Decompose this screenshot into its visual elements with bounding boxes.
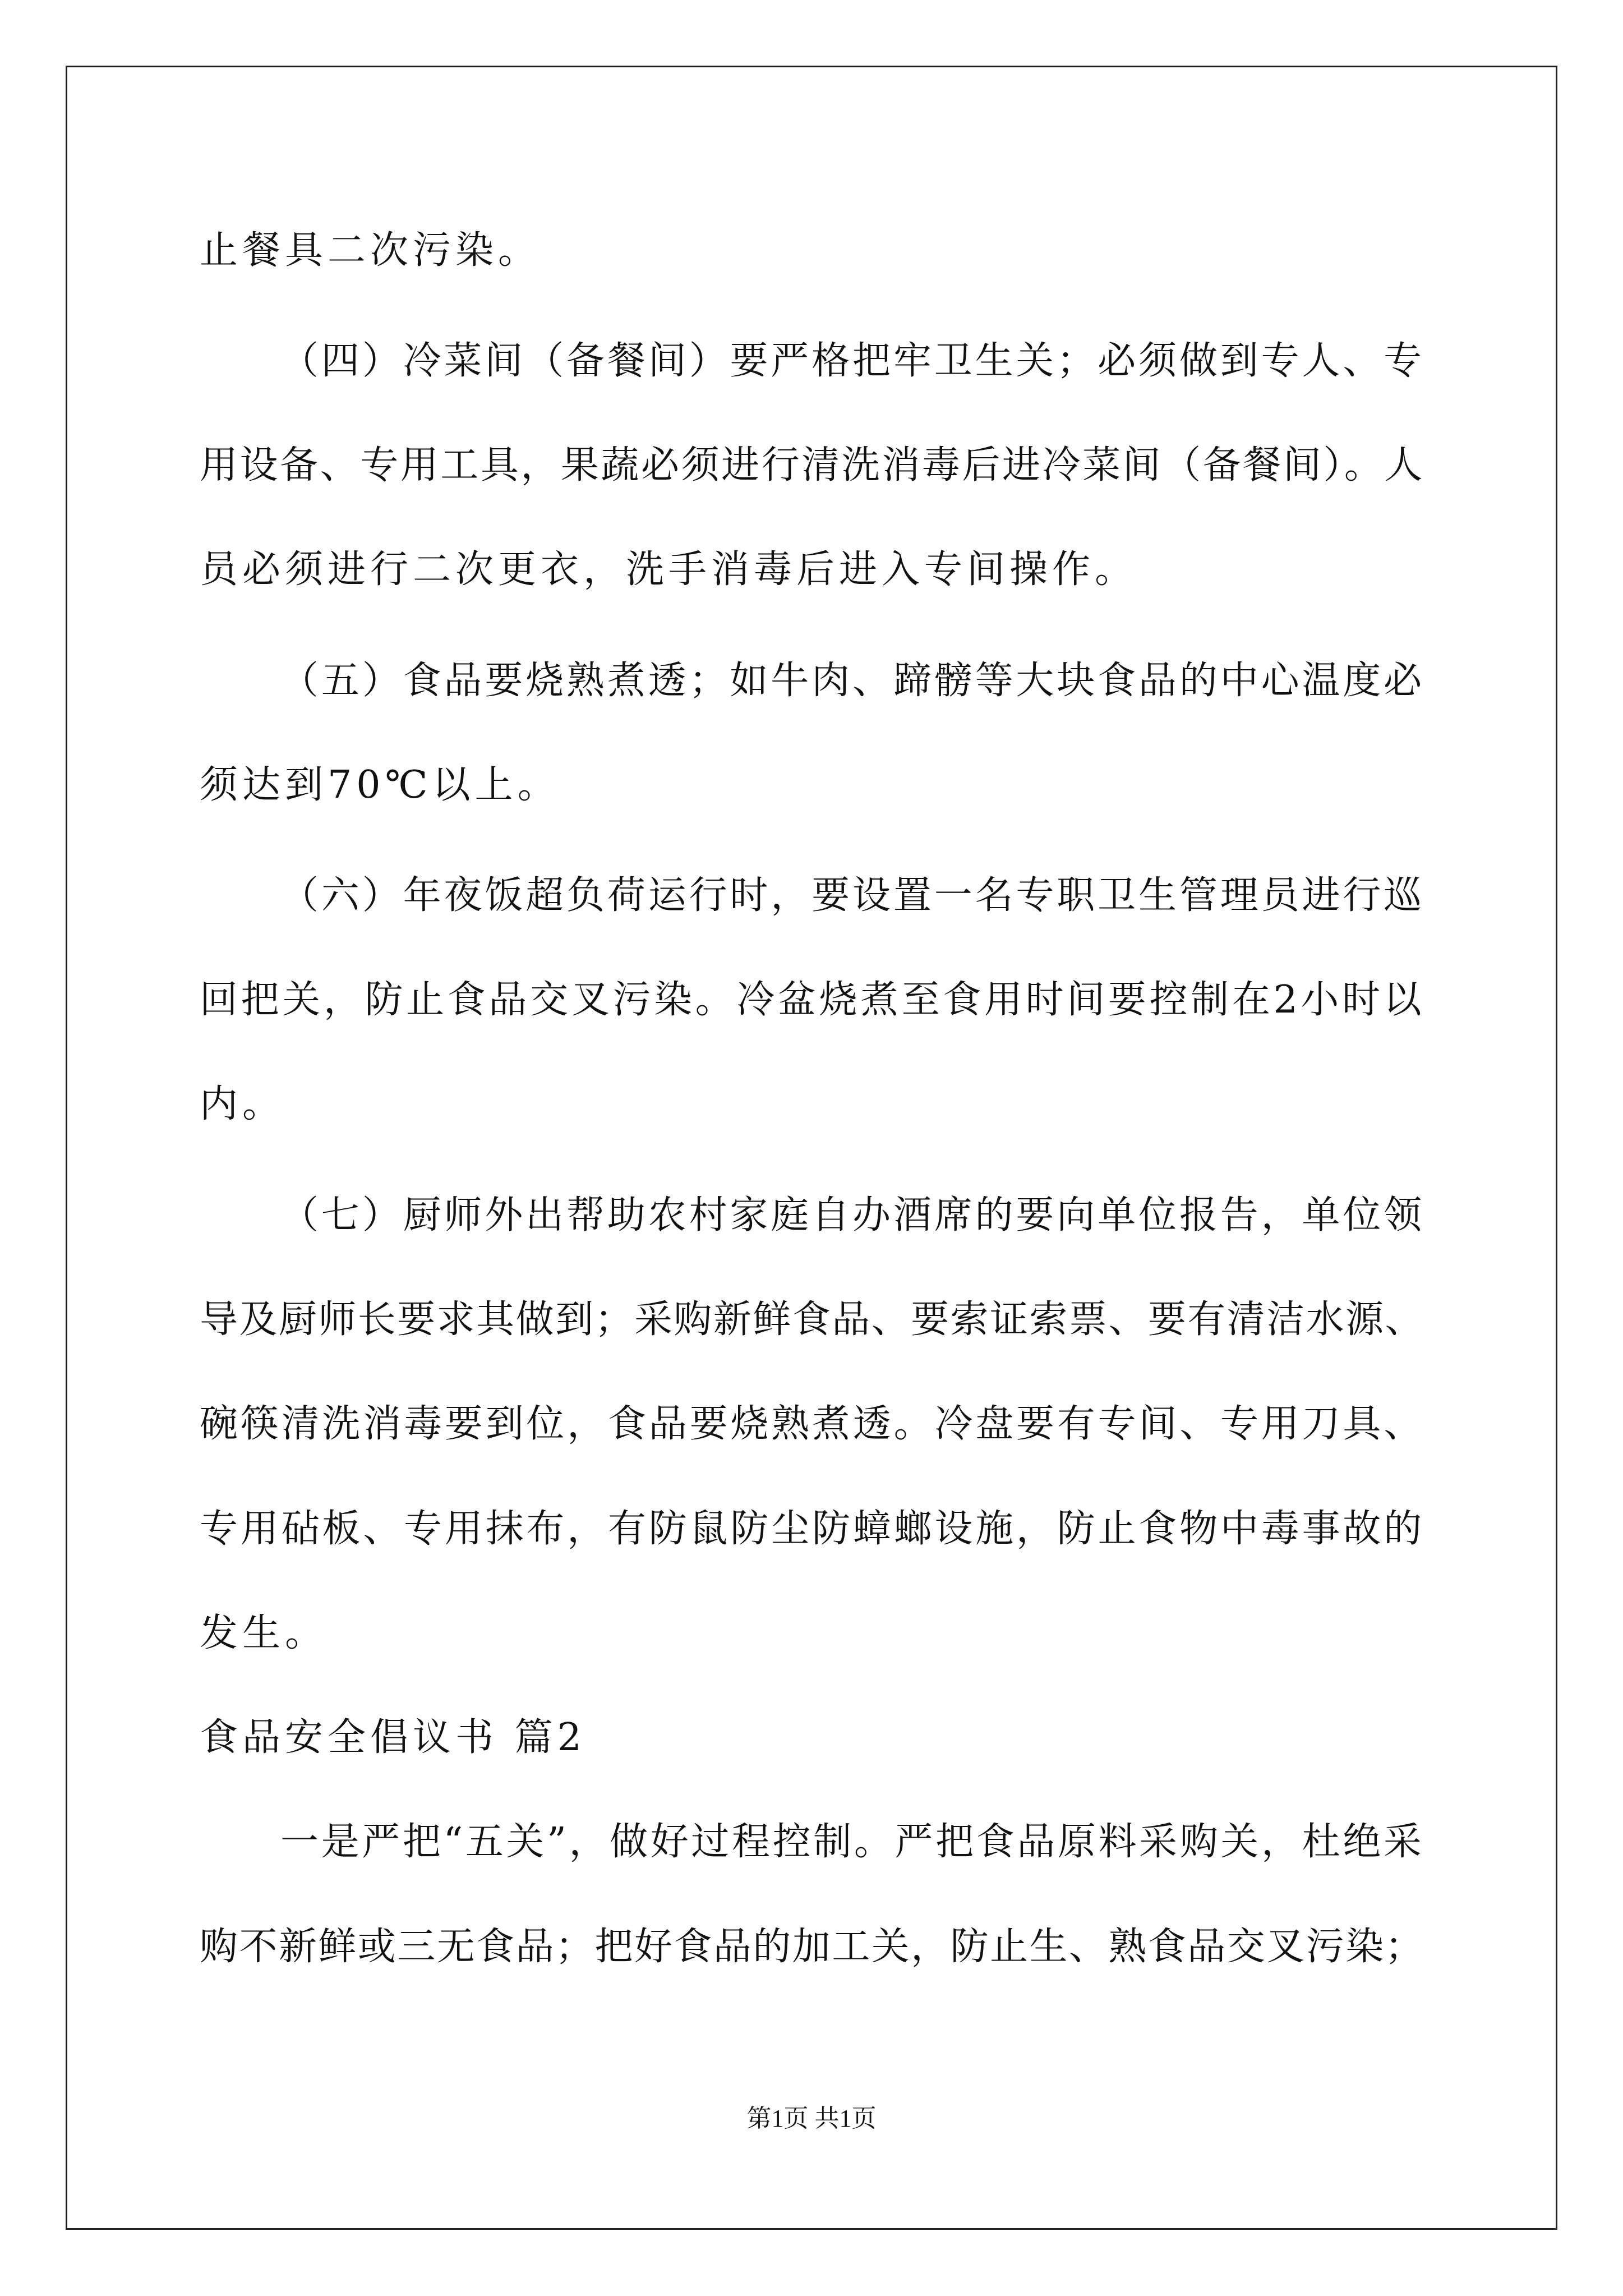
text-line-6: 须达到70℃以上。: [200, 763, 560, 807]
text-line-17: 购不新鲜或三无食品；把好食品的加工关，防止生、熟食品交叉污染；: [200, 1925, 1425, 1969]
text-line-13: 专用砧板、专用抹布，有防鼠防尘防蟑螂设施，防止食物中毒事故的: [200, 1507, 1425, 1551]
text-line-11: 导及厨师长要求其做到；采购新鲜食品、要索证索票、要有清洁水源、: [200, 1297, 1425, 1342]
text-line-2: （四）冷菜间（备餐间）要严格把牢卫生关；必须做到专人、专: [280, 339, 1425, 383]
text-line-3: 用设备、专用工具，果蔬必须进行清洗消毒后进冷菜间（备餐间）。人: [200, 443, 1425, 487]
text-line-8: 回把关，防止食品交叉污染。冷盆烧煮至食用时间要控制在2小时以: [200, 978, 1425, 1022]
section-heading: 食品安全倡议书 篇2: [200, 1715, 586, 1760]
page-border: [66, 66, 1557, 2230]
text-line-9: 内。: [200, 1082, 285, 1126]
text-line-4: 员必须进行二次更衣，洗手消毒后进入专间操作。: [200, 547, 1138, 592]
text-line-10: （七）厨师外出帮助农村家庭自办酒席的要向单位报告，单位领: [280, 1193, 1425, 1237]
text-line-14: 发生。: [200, 1611, 328, 1655]
page-footer: 第1页 共1页: [746, 2105, 877, 2132]
text-line-5: （五）食品要烧熟煮透；如牛肉、蹄髈等大块食品的中心温度必: [280, 659, 1425, 703]
text-line-12: 碗筷清洗消毒要到位，食品要烧熟煮透。冷盘要有专间、专用刀具、: [200, 1402, 1425, 1446]
text-line-7: （六）年夜饭超负荷运行时，要设置一名专职卫生管理员进行巡: [280, 873, 1425, 918]
text-line-1: 止餐具二次污染。: [200, 228, 541, 273]
text-line-16: 一是严把“五关”，做好过程控制。严把食品原料采购关，杜绝采: [280, 1820, 1424, 1864]
